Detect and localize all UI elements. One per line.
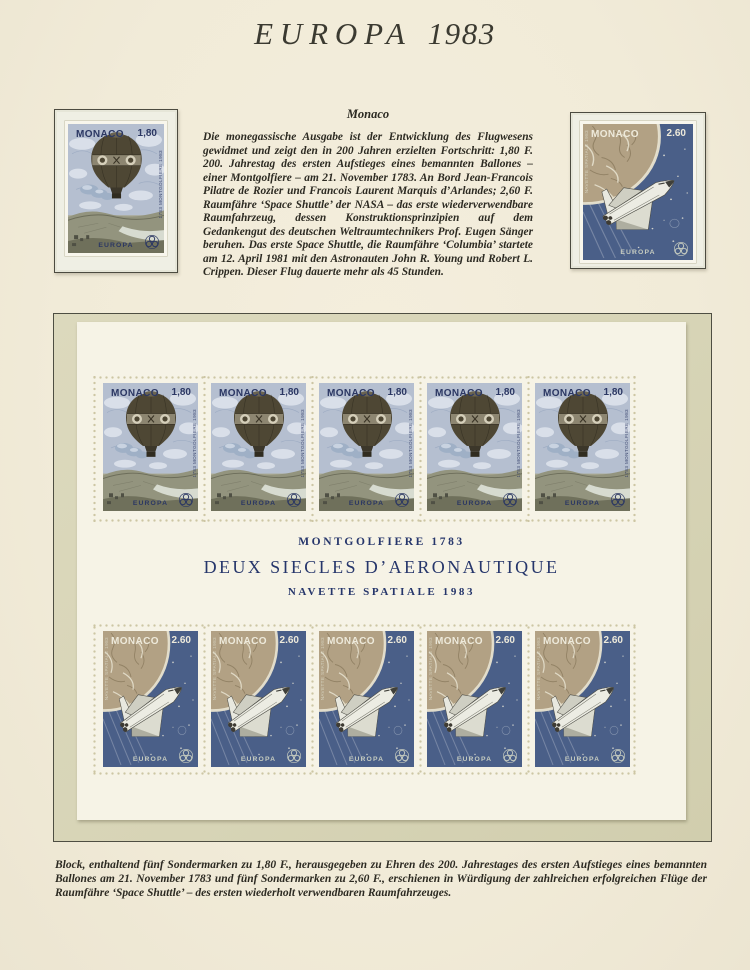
perforation-line [527,376,530,522]
stamp-side-text: NAVETTE SPATIALE 1983 [320,637,325,701]
stamp-country-label: MONACO [219,388,267,399]
stamp-country-label: MONACO [435,388,483,399]
shuttle-art [319,631,414,767]
stamp-value-label: 1,80 [495,387,515,398]
stamp-europa-label: EUROPA [132,756,169,763]
perforation-line [633,376,636,522]
stamp-europa-label: EUROPA [348,756,385,763]
perforation-line [93,772,636,775]
description-heading: Monaco [346,107,390,121]
stamp-balloon [535,383,630,511]
stamp-europa-label: EUROPA [98,242,134,249]
cept-logo-icon [178,748,194,764]
cept-logo-icon [610,748,626,764]
stamp-value-label: 2.60 [171,635,191,646]
stamp-europa-label: EUROPA [456,500,493,507]
stamp-shuttle-single [583,124,693,260]
stamp-side-text: 1783 MONTGOLFIERE 1983 [516,409,521,478]
stamp-shuttle [427,631,522,767]
stamp-balloon [319,383,414,511]
perforation-line [203,376,206,522]
perforation-line [93,624,636,627]
perforation-line [203,624,206,775]
page-title-word: EUROPA [254,16,412,51]
stamp-country-label: MONACO [543,388,591,399]
stamp-europa-label: EUROPA [132,500,169,507]
cept-logo-icon [502,492,518,508]
cept-logo-icon [610,492,626,508]
stamp-value-label: 2.60 [387,635,407,646]
cept-logo-icon [286,748,302,764]
stamp-paper [65,121,167,256]
perforation-line [527,624,530,775]
cept-logo-icon [502,748,518,764]
perforation-line [93,519,636,522]
single-stamp-mount-shuttle [570,112,706,269]
stamp-europa-label: EUROPA [564,756,601,763]
stamp-paper [580,121,696,263]
cept-logo-icon [144,234,160,250]
stamp-value-label: 2.60 [495,635,515,646]
shuttle-art [535,631,630,767]
sheet-inscriptions [77,536,686,598]
description-column [203,107,533,280]
page-title-year: 1983 [427,16,496,51]
stamp-balloon [211,383,306,511]
stamp-europa-label: EUROPA [348,500,385,507]
stamp-side-text: NAVETTE SPATIALE 1983 [536,637,541,701]
stamp-side-text: 1783 MONTGOLFIERE 1983 [158,150,163,219]
souvenir-sheet [77,322,686,820]
stamp-country-label: MONACO [111,388,159,399]
stamp-value-label: 1,80 [171,387,191,398]
stamp-side-text: 1783 MONTGOLFIERE 1983 [300,409,305,478]
stamp-value-label: 1,80 [137,128,157,139]
single-stamp-mount-balloon [54,109,178,273]
cept-logo-icon [673,241,689,257]
perforation-line [311,624,314,775]
stamp-balloon-single [68,124,164,253]
sheet-inscription-bottom: NAVETTE SPATIALE 1983 [287,586,476,598]
page-title [0,16,750,52]
shuttle-art [211,631,306,767]
sheet-inscription-top: MONTGOLFIERE 1783 [298,536,465,548]
cept-logo-icon [286,492,302,508]
stamp-value-label: 1,80 [387,387,407,398]
stamp-shuttle [319,631,414,767]
stamp-side-text: NAVETTE SPATIALE 1983 [212,637,217,701]
perforation-line [633,624,636,775]
perforation-line [93,376,636,379]
stamp-balloon [103,383,198,511]
stamp-side-text: 1783 MONTGOLFIERE 1983 [408,409,413,478]
stamp-country-label: MONACO [76,129,124,140]
stamp-country-label: MONACO [435,636,483,647]
stamp-europa-label: EUROPA [240,500,277,507]
cept-logo-icon [178,492,194,508]
perforation-line [419,624,422,775]
stamp-country-label: MONACO [111,636,159,647]
shuttle-art [103,631,198,767]
souvenir-sheet-mount-frame [53,313,712,842]
stamp-side-text: 1783 MONTGOLFIERE 1983 [624,409,629,478]
stamp-value-label: 1,80 [603,387,623,398]
stamp-country-label: MONACO [543,636,591,647]
stamp-side-text: NAVETTE SPATIALE 1983 [428,637,433,701]
description-body: Die monegassische Ausgabe ist der Entwicklung des Flugwesens gewidmet und zeigt den in 200 Jahren erzielten Fortschritt: 1,80 F. 200. Jahrestag des ersten Aufstieges eines bemannten Ballones – einer Montgolfiere – am 21. November 1783. An Bord Jean-Francois Pilatre de Rozier und Francois Laurent Marquis d’Arlandes; 2,60 F. Raumfähre ‘Space Shuttle’ der NASA – das erste wiederverwendbare Raumfahrzeug, dessen Konstruktionsprinzipien auf dem Gedankengut des deutschen Weltraumtechnikers Prof. Eugen Sänger beruhen. Das erste Space Shuttle, die Raumfähre ‘Columbia’ startete am 12. April 1981 mit den Astronauten John R. Young und Robert L. Crippen. Dieser Flug dauerte mehr als 45 Stunden. [203,131,533,278]
stamp-country-label: MONACO [219,636,267,647]
shuttle-art [427,631,522,767]
stamp-balloon [427,383,522,511]
cept-logo-icon [394,492,410,508]
stamp-europa-label: EUROPA [240,756,277,763]
perforation-line [311,376,314,522]
stamp-value-label: 2.60 [603,635,623,646]
stamp-side-text: NAVETTE SPATIALE 1983 [104,637,109,701]
stamp-side-text: 1783 MONTGOLFIERE 1983 [192,409,197,478]
stamp-country-label: MONACO [591,129,639,140]
block-caption: Block, enthaltend fünf Sondermarken zu 1,80 F., herausgegeben zu Ehren des 200. Jahrestages des ersten Aufstieges eines bemannten Ballones am 21. November 1783 und fünf Sondermarken zu 2,60 F., erschienen in Würdigung der zahlreichen erfolgreichen Flüge der Raumfähre ‘Space Shuttle’ – des ersten wiederholt verwendbaren Raumfahrzeuges. [55,859,707,899]
stamp-value-label: 1,80 [279,387,299,398]
stamp-europa-label: EUROPA [620,249,656,256]
stamp-europa-label: EUROPA [456,756,493,763]
stamp-value-label: 2.60 [666,128,686,139]
stamp-country-label: MONACO [327,636,375,647]
stamp-shuttle [103,631,198,767]
stamp-shuttle [535,631,630,767]
stamp-europa-label: EUROPA [564,500,601,507]
stamp-country-label: MONACO [327,388,375,399]
cept-logo-icon [394,748,410,764]
stamp-shuttle [211,631,306,767]
perforation-line [419,376,422,522]
stamp-side-text: NAVETTE SPATIALE 1983 [584,130,589,194]
perforation-line [93,376,96,522]
perforation-line [93,624,96,775]
sheet-inscription-main: DEUX SIECLES D’AERONAUTIQUE [203,557,560,577]
shuttle-art [583,124,693,260]
stamp-value-label: 2.60 [279,635,299,646]
